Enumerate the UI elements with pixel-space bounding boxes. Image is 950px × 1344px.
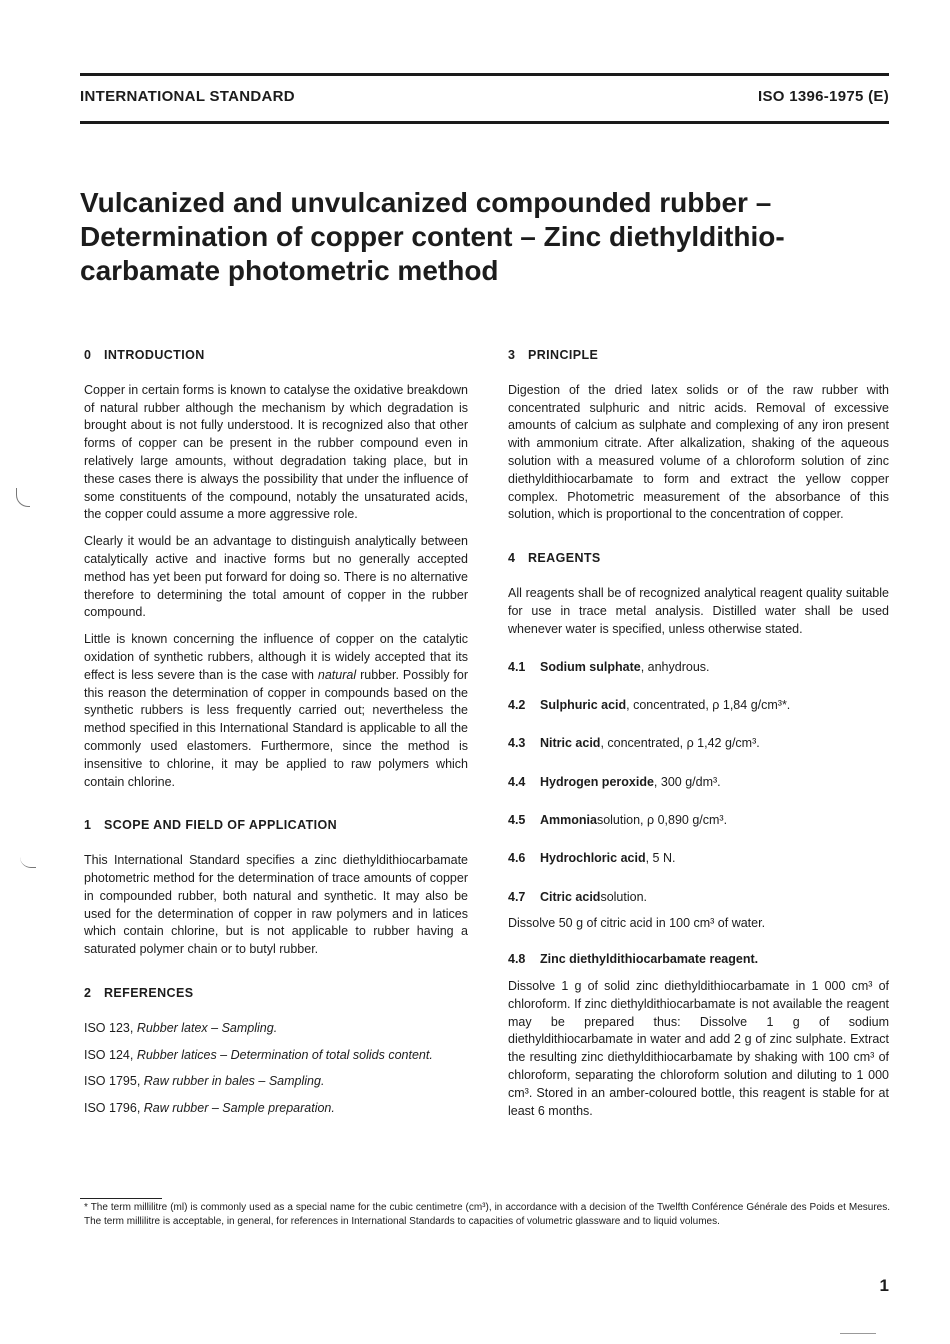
reference-code: ISO 1795, xyxy=(84,1074,144,1089)
reagent-description: , 300 g/dm³. xyxy=(653,774,721,789)
reference-item xyxy=(84,1100,468,1118)
title-line-3: carbamate photometric method xyxy=(80,255,499,286)
reagent-name: Zinc diethyldithiocarbamate reagent. xyxy=(540,952,759,967)
reagent-number: 4.3 xyxy=(508,736,526,751)
reagent-item xyxy=(508,812,889,830)
left-column xyxy=(84,347,468,1127)
reagents-intro: All reagents shall be of recognized analytical reagent quality suitable for use in trace metal analysis. Distilled water shall be used whenever water is specified, unless otherwise stated. xyxy=(508,585,889,636)
footnote: * The term millilitre (ml) is commonly used as a special name for the cubic centimetre (cm³), in accordance with a decision of the Twelfth Conférence Générale des Poids et Mesures. The term millilitre is acceptable, in general, for references in International Standards to capacities of volumetric glassware and to liquid volumes. xyxy=(84,1202,890,1228)
reagent-item xyxy=(508,889,889,907)
section-title: REAGENTS xyxy=(528,551,601,566)
section-title: PRINCIPLE xyxy=(528,348,599,362)
citric-acid-instructions: Dissolve 50 g of citric acid in 100 cm³ of water. xyxy=(508,916,766,931)
reagent-description: , anhydrous. xyxy=(640,659,710,674)
introduction-paragraph-3 xyxy=(84,631,468,791)
reagent-name: Sulphuric acid xyxy=(540,698,627,713)
reagent-name: Hydrogen peroxide xyxy=(540,774,654,789)
section-number: 0 xyxy=(84,348,92,362)
reagent-description: solution. xyxy=(600,889,647,904)
reagent-description: solution, ρ 0,890 g/cm³. xyxy=(596,813,728,828)
margin-mark xyxy=(840,1333,876,1334)
reference-title: Raw rubber – Sample preparation. xyxy=(143,1101,335,1116)
reagent-description: , concentrated, ρ 1,84 g/cm³*. xyxy=(626,698,791,713)
reference-item xyxy=(84,1073,468,1091)
title-line-1: Vulcanized and unvulcanized compounded rubber – xyxy=(80,187,772,218)
reference-item xyxy=(84,1020,468,1038)
reagent-item xyxy=(508,774,889,792)
reference-title: Raw rubber in bales – Sampling. xyxy=(143,1074,325,1089)
section-number: 1 xyxy=(84,818,92,833)
reagent-number: 4.5 xyxy=(508,813,526,828)
section-scope-heading xyxy=(84,817,468,835)
reference-code: ISO 1796, xyxy=(84,1101,144,1116)
intro-p3-start: Little is known concerning the influence of copper on the catalytic oxidation of synthetic rubbers, although it is widely accepted that its effect is less severe than is the case with xyxy=(84,632,468,682)
reagent-item xyxy=(508,951,889,969)
reagent-description: , concentrated, ρ 1,42 g/cm³. xyxy=(600,736,760,751)
reagent-item xyxy=(508,659,889,677)
section-number: 4 xyxy=(508,551,516,566)
reagent-item xyxy=(508,850,889,868)
section-principle-heading xyxy=(508,347,889,365)
reagent-name: Ammonia xyxy=(540,813,597,828)
footnote-rule xyxy=(80,1198,162,1199)
reagent-number: 4.1 xyxy=(508,659,526,674)
reference-code: ISO 124, xyxy=(84,1047,137,1062)
introduction-paragraph-1: Copper in certain forms is known to catalyse the oxidative breakdown of natural rubber although the mechanism by which degradation is brought about is not fully understood. It is recognized also that other forms of copper can be present in the rubber compound even in relatively large amounts, without degradation taking place, but in these cases there is always the possibility that under the influence of some constituents of the compound, notably the unsaturated acids, the copper could assume a more aggressive role. xyxy=(84,382,468,522)
reference-title: Rubber latices – Determination of total solids content. xyxy=(136,1047,433,1062)
section-title: INTRODUCTION xyxy=(104,348,205,362)
reagent-name: Citric acid xyxy=(540,889,601,904)
right-column xyxy=(508,347,889,1120)
scope-paragraph: This International Standard specifies a zinc diethyldithiocarbamate photometric method for the determination of trace amounts of copper in compounded rubber, both natural and synthetic. It may also be used for the determination of copper in raw polymers and in latices which contain chlorine, but is not applicable to rubber having a saturated polymer chain or to butyl rubber. xyxy=(84,853,468,957)
reference-title: Rubber latex – Sampling. xyxy=(136,1020,278,1035)
reagent-number: 4.6 xyxy=(508,851,526,866)
reagent-item xyxy=(508,697,889,715)
page-number: 1 xyxy=(879,1276,889,1295)
header-standard-type: INTERNATIONAL STANDARD xyxy=(80,88,295,105)
title-line-2: Determination of copper content – Zinc diethyldithio- xyxy=(80,221,785,252)
principle-paragraph: Digestion of the dried latex solids or of the raw rubber with concentrated sulphuric and nitric acids. Removal of excessive amounts of calcium as sulphate and complexing of any iron present with ammonium citrate. After alkalization, shaking of the aqueous solution with a measured volume of a chloroform solution of zinc diethyldithiocarbamate to form and extract the yellow copper complex. Photometric measurement of the absorbance of this solution, which is proportional to the concentration of copper. xyxy=(508,382,889,522)
section-references-heading xyxy=(84,985,468,1003)
section-reagents-heading xyxy=(508,550,889,568)
reagent-name: Hydrochloric acid xyxy=(540,851,646,866)
reagent-number: 4.7 xyxy=(508,889,526,904)
reagent-name: Nitric acid xyxy=(540,736,601,751)
section-number: 2 xyxy=(84,985,92,1000)
reagent-name: Sodium sulphate xyxy=(540,659,641,674)
reagent-number: 4.4 xyxy=(508,774,526,789)
header-standard-number: ISO 1396-1975 (E) xyxy=(757,88,889,105)
intro-p3-italic: natural xyxy=(317,667,357,682)
section-introduction-heading xyxy=(84,347,468,365)
margin-mark xyxy=(20,857,36,868)
reagent-item xyxy=(508,735,889,753)
margin-mark xyxy=(16,488,30,507)
zinc-reagent-instructions: Dissolve 1 g of solid zinc diethyldithiocarbamate in 1 000 cm³ of chloroform. If zinc diethyldithiocarbamate is not available the reagent may be prepared thus: Dissolve 1 g of sodium diethyldithiocarbamate in water and add 2 g of zinc sulphate. Extract the resulting zinc diethyldithiocarbamate by shaking with 100 cm³ of chloroform, separating the chloroform solution and diluting to 1 000 cm³. Stored in an amber-coloured bottle, this reagent is stable for at least 6 months. xyxy=(508,979,889,1118)
reagent-number: 4.8 xyxy=(508,952,526,967)
header-top-rule xyxy=(80,73,889,76)
document-title xyxy=(80,186,880,288)
reference-item xyxy=(84,1047,468,1065)
reagent-number: 4.2 xyxy=(508,698,526,713)
header-bottom-rule xyxy=(80,121,889,124)
introduction-paragraph-2: Clearly it would be an advantage to distinguish analytically between catalytically active and inactive forms but no generally accepted method has yet been put forward for doing so. There is no alternative therefore to determining the total amount of copper in the rubber compound. xyxy=(84,534,468,620)
reagent-description: , 5 N. xyxy=(645,851,676,866)
section-title: SCOPE AND FIELD OF APPLICATION xyxy=(104,818,338,833)
intro-p3-end: rubber. Possibly for this reason the determination of copper in compounds based on the synthetic rubbers is less frequently carried out; nevertheless the method specified in this International Standard is applicable to all the commonly used elastomers. Furthermore, since the method is insensitive to chlorine, it may be applied to raw polymers which contain chlorine. xyxy=(84,667,468,789)
section-title: REFERENCES xyxy=(104,985,194,1000)
reference-code: ISO 123, xyxy=(84,1020,137,1035)
section-number: 3 xyxy=(508,348,516,362)
